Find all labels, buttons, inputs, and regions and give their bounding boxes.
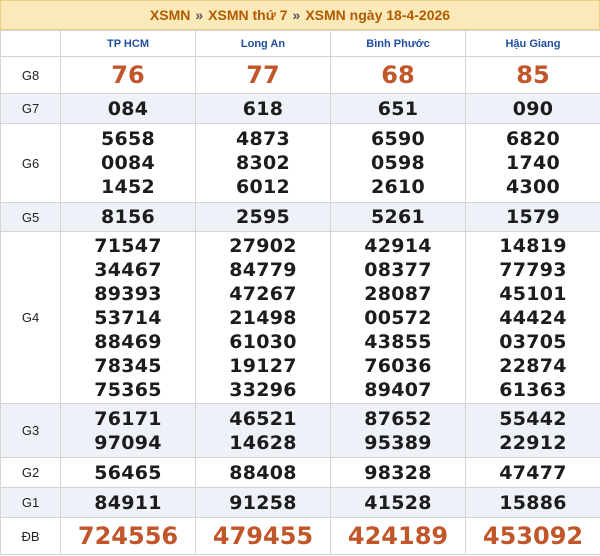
result-cell <box>196 518 331 555</box>
result-cell <box>196 232 331 404</box>
result-cell <box>196 57 331 94</box>
prize-label: ĐB <box>1 518 61 555</box>
result-number: 22912 <box>499 431 567 454</box>
result-number: 88469 <box>94 330 162 353</box>
prize-label: G2 <box>1 458 61 488</box>
result-cell <box>196 94 331 124</box>
result-cell <box>466 232 600 404</box>
result-number: 00572 <box>364 306 432 329</box>
prize-label: G5 <box>1 203 61 232</box>
result-number: 15886 <box>499 491 567 514</box>
result-number: 76 <box>111 61 145 89</box>
result-cell <box>466 94 600 124</box>
result-number: 87652 <box>364 407 432 430</box>
result-number: 46521 <box>229 407 297 430</box>
result-cell <box>331 124 466 203</box>
prize-label: G6 <box>1 124 61 203</box>
result-number: 47477 <box>499 461 567 484</box>
result-cell <box>466 404 600 458</box>
result-number: 0084 <box>100 152 156 174</box>
result-cell <box>331 94 466 124</box>
result-number: 6012 <box>235 176 291 198</box>
result-number: 651 <box>377 97 419 120</box>
result-number: 03705 <box>499 330 567 353</box>
result-number: 618 <box>242 97 284 120</box>
province-header-row <box>1 31 600 57</box>
result-number: 28087 <box>364 282 432 305</box>
prize-row-g1 <box>1 488 600 518</box>
result-number: 56465 <box>94 461 162 484</box>
province-long-an[interactable]: Long An <box>196 31 331 57</box>
result-cell <box>61 232 196 404</box>
result-number: 22874 <box>499 354 567 377</box>
result-cell <box>196 203 331 232</box>
result-number: 53714 <box>94 306 162 329</box>
result-number: 95389 <box>364 431 432 454</box>
result-number: 08377 <box>364 258 432 281</box>
result-number: 91258 <box>229 491 297 514</box>
result-cell <box>466 458 600 488</box>
result-cell <box>331 488 466 518</box>
province-hau-giang[interactable]: Hậu Giang <box>466 31 600 57</box>
result-cell <box>61 488 196 518</box>
result-number: 78345 <box>94 354 162 377</box>
result-number: 5658 <box>100 128 156 150</box>
result-number: 4873 <box>235 128 291 150</box>
result-number: 453092 <box>482 522 584 550</box>
result-number: 8156 <box>100 206 156 228</box>
result-number: 43855 <box>364 330 432 353</box>
prize-row-g4 <box>1 232 600 404</box>
result-number: 090 <box>512 97 554 120</box>
result-number: 89393 <box>94 282 162 305</box>
result-number: 98328 <box>364 461 432 484</box>
prize-row-đb <box>1 518 600 555</box>
result-number: 34467 <box>94 258 162 281</box>
prize-label: G3 <box>1 404 61 458</box>
result-number: 42914 <box>364 234 432 257</box>
result-cell <box>196 404 331 458</box>
result-cell <box>466 124 600 203</box>
result-cell <box>196 124 331 203</box>
breadcrumb-link-weekday[interactable]: XSMN thứ 7 <box>208 7 288 23</box>
breadcrumb-separator: » <box>292 7 301 23</box>
result-cell <box>61 57 196 94</box>
result-number: 14819 <box>499 234 567 257</box>
result-number: 61030 <box>229 330 297 353</box>
result-number: 76036 <box>364 354 432 377</box>
prize-row-g7 <box>1 94 600 124</box>
result-number: 084 <box>107 97 149 120</box>
result-number: 424189 <box>347 522 449 550</box>
result-cell <box>61 458 196 488</box>
result-number: 2595 <box>235 206 291 228</box>
prize-label: G4 <box>1 232 61 404</box>
result-number: 5261 <box>370 206 426 228</box>
result-cell <box>331 57 466 94</box>
prize-row-g2 <box>1 458 600 488</box>
result-cell <box>196 488 331 518</box>
result-cell <box>61 203 196 232</box>
result-number: 8302 <box>235 152 291 174</box>
result-number: 724556 <box>77 522 179 550</box>
result-number: 1452 <box>100 176 156 198</box>
prize-row-g3 <box>1 404 600 458</box>
prize-row-g5 <box>1 203 600 232</box>
result-number: 97094 <box>94 431 162 454</box>
result-cell <box>331 404 466 458</box>
result-cell <box>466 488 600 518</box>
result-number: 85 <box>516 61 550 89</box>
results-table <box>0 30 600 555</box>
result-cell <box>61 518 196 555</box>
result-number: 47267 <box>229 282 297 305</box>
result-number: 33296 <box>229 378 297 401</box>
result-cell <box>61 124 196 203</box>
result-number: 1740 <box>505 152 561 174</box>
province-binh-phuoc[interactable]: Bình Phước <box>331 31 466 57</box>
result-number: 6820 <box>505 128 561 150</box>
result-cell <box>61 404 196 458</box>
result-number: 21498 <box>229 306 297 329</box>
result-cell <box>61 94 196 124</box>
result-number: 76171 <box>94 407 162 430</box>
result-cell <box>466 518 600 555</box>
result-number: 61363 <box>499 378 567 401</box>
result-number: 44424 <box>499 306 567 329</box>
result-cell <box>331 203 466 232</box>
breadcrumb <box>0 0 600 30</box>
result-cell <box>331 518 466 555</box>
result-number: 14628 <box>229 431 297 454</box>
prize-label: G8 <box>1 57 61 94</box>
prize-header-cell <box>1 31 61 57</box>
result-number: 479455 <box>212 522 314 550</box>
result-number: 84779 <box>229 258 297 281</box>
result-number: 4300 <box>505 176 561 198</box>
result-cell <box>196 458 331 488</box>
result-number: 75365 <box>94 378 162 401</box>
result-number: 71547 <box>94 234 162 257</box>
breadcrumb-link-xsmn[interactable]: XSMN <box>149 7 191 23</box>
result-number: 88408 <box>229 461 297 484</box>
result-cell <box>331 458 466 488</box>
result-number: 45101 <box>499 282 567 305</box>
result-number: 77 <box>246 61 280 89</box>
result-cell <box>466 57 600 94</box>
result-number: 27902 <box>229 234 297 257</box>
result-number: 77793 <box>499 258 567 281</box>
breadcrumb-link-date[interactable]: XSMN ngày 18-4-2026 <box>305 7 451 23</box>
result-number: 2610 <box>370 176 426 198</box>
result-cell <box>466 203 600 232</box>
prize-row-g8 <box>1 57 600 94</box>
prize-label: G7 <box>1 94 61 124</box>
breadcrumb-separator: » <box>195 7 204 23</box>
result-number: 84911 <box>94 491 162 514</box>
result-number: 41528 <box>364 491 432 514</box>
result-number: 89407 <box>364 378 432 401</box>
prize-label: G1 <box>1 488 61 518</box>
province-tp-hcm[interactable]: TP HCM <box>61 31 196 57</box>
result-number: 19127 <box>229 354 297 377</box>
result-number: 6590 <box>370 128 426 150</box>
result-number: 68 <box>381 61 415 89</box>
result-number: 0598 <box>370 152 426 174</box>
prize-row-g6 <box>1 124 600 203</box>
result-number: 1579 <box>505 206 561 228</box>
result-cell <box>331 232 466 404</box>
result-number: 55442 <box>499 407 567 430</box>
